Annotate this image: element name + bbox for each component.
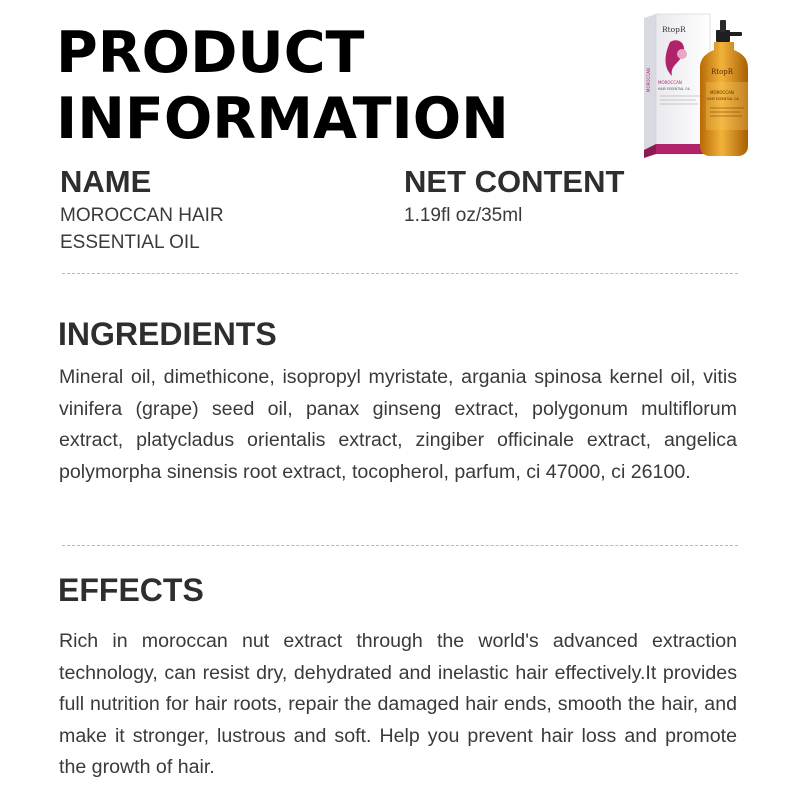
net-content-value: 1.19fl oz/35ml [404,205,523,226]
effects-heading: EFFECTS [58,572,204,608]
name-value-line-1: MOROCCAN HAIR [60,205,224,226]
divider [62,545,738,546]
svg-text:HAIR ESSENTIAL OIL: HAIR ESSENTIAL OIL [658,87,691,91]
svg-text:MOROCCAN: MOROCCAN [646,68,651,92]
divider [62,273,738,274]
title-line-2: INFORMATION [56,86,509,152]
name-heading: NAME [60,164,152,199]
bottle-label-1: MOROCCAN [710,90,734,95]
ingredients-heading: INGREDIENTS [58,316,277,352]
ingredients-text: Mineral oil, dimethicone, isopropyl myristate, argania spinosa kernel oil, vitis vinifera (grape) seed oil, panax ginseng extract, polygonum multiflorum extract, platycladus orientalis extract, zingiber officinale extract, angelica polymorpha sinensis root extract, tocopherol, parfum, ci 47000, ci 26100. [59,366,737,483]
box-brand: RtopR [662,25,686,34]
bottle-label-2: HAIR ESSENTIAL OIL [707,97,740,101]
svg-text:MOROCCAN: MOROCCAN [658,80,682,85]
bottle-brand: RtopR [711,68,734,76]
net-content-heading: NET CONTENT [404,164,625,199]
title-line-1: PRODUCT [56,20,365,86]
name-value [60,202,380,256]
name-value-line-2: ESSENTIAL OIL [60,232,200,253]
page-title [56,20,616,152]
product-image [640,12,756,160]
effects-text: Rich in moroccan nut extract through the world's advanced extraction technology, can resist dry, dehydrated and inelastic hair effectively.It provides full nutrition for hair roots, repair the damaged hair ends, smooth the hair, and make it stronger, lustrous and soft. Help you prevent hair loss and promote the growth of hair. [59,630,737,778]
